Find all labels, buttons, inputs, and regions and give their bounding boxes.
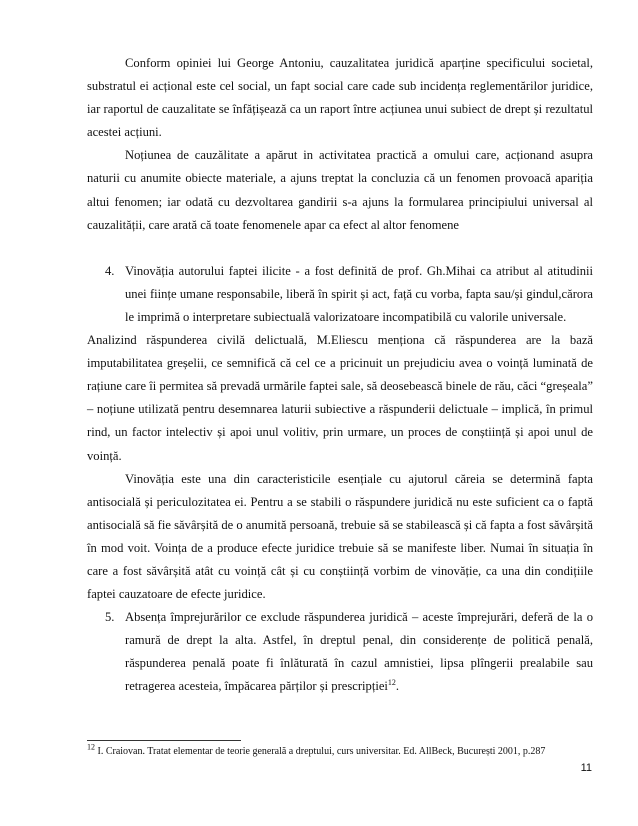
paragraph-causality-antoniu: Conform opiniei lui George Antoniu, cauzalitatea juridică aparține specificului societal, substratul ei acțional este cel social, un fapt social care cade sub incidența reglementărilor juridice, iar raportul de cauzalitate se înfățișează ca un raport între acțiunea unui subiect de drept și rezultatul acestei acțiuni. — [87, 56, 593, 140]
sentence-end: . — [395, 679, 400, 694]
paragraph-causality-notion: Noțiunea de cauzălitate a apărut in activitatea practică a omului care, acționand asupra naturii cu anumite obiecte materiale, a ajuns treptat la concluzia că un fenomen provoacă apariția altui fenomen; iar odată cu dezvoltarea gandirii s-a ajuns la formularea principiului universal al cauzalității, care arată că toate fenomenele apar ca efect al altor fenomene — [87, 148, 593, 232]
list-item-text: Vinovăția autorului faptei ilicite - a fost definită de prof. Gh.Mihai ca atribut al atitudinii unei ființe umane responsabile, liberă în spirit și act, față cu vorba, fapta sau/și gindul,cărora le imprimă o interpretare subiectuală valorizatoare incompatibilă cu valorile universale. — [125, 263, 593, 324]
list-item-text: Absența împrejurărilor ce exclude răspunderea juridică – aceste împrejurări, deferă de la o ramură de drept la alta. Astfel, în dreptul penal, din considerențe de politică penală, răspunderea penală poate fi înlăturată în cazul amnistiei, lipsa plîngerii prealabile sau retragerea acesteia, împăcarea părților și prescripției — [125, 610, 593, 694]
footnote-text: I. Craiovan. Tratat elementar de teorie generală a dreptului, curs universitar. Ed. AllBeck, București 2001, p.287 — [97, 746, 546, 757]
footnote — [87, 742, 607, 758]
page-number: 11 — [580, 762, 592, 774]
list-number: 5. — [105, 610, 115, 625]
list-number: 4. — [105, 263, 115, 278]
paragraph-eliescu: Analizind răspunderea civilă delictuală, M.Eliescu menționa că răspunderea are la bază imputabilitatea greșelii, ce semnifică că cel ce a pricinuit un prejudiciu avea o voință luminată de rațiune care îi permitea să prevadă urmările faptei sale, să deosebească binele de rău, căci “greșeala” – noțiune utilizată pentru desemnarea laturii subiective a răspunderii delictuale – implică, în primul rind, un factor intelectiv și apoi unul volitiv, prin urmare, un proces de conștiință și apoi unul de voință. — [87, 333, 593, 463]
paragraph-guilt-characteristics: Vinovăția este una din caracteristicile esențiale cu ajutorul căreia se determină fapta antisocială și periculozitatea ei. Pentru a se stabili o răspundere juridică nu este suficient ca o faptă antisocială să fie săvârșită de o anumită persoană, trebuie să se stabilească și că fapta a fost săvârșită în mod voit. Voința de a produce efecte juridice trebuie să se manifeste liber. Numai în situația în care a fost săvârșită atât cu voință cât și cu conștiință vorbim de vinovăție, ca una din condițiile faptei cauzatoare de efecte juridice. — [87, 471, 593, 602]
footnote-reference[interactable]: 12 — [387, 678, 396, 688]
list-item-exemptions — [87, 606, 593, 698]
paragraph-spacer — [87, 237, 593, 260]
footnote-marker: 12 — [87, 742, 95, 752]
footnote-divider — [87, 740, 241, 741]
list-item-guilt — [87, 260, 593, 329]
body-text — [87, 52, 593, 699]
